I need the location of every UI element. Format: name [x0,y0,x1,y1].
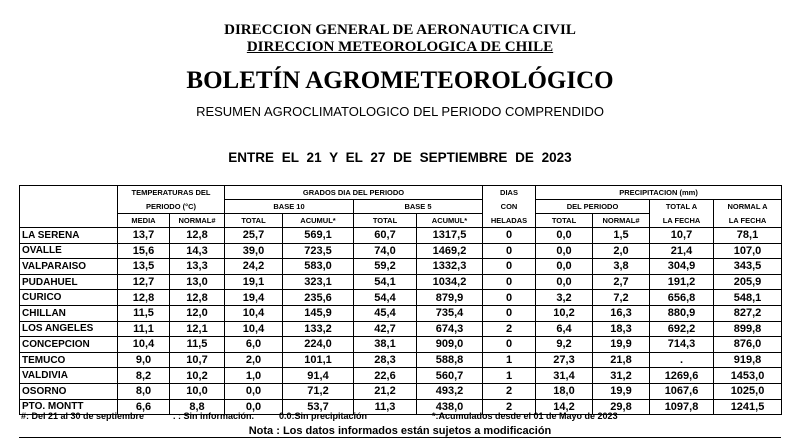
data-cell: 1034,2 [417,274,483,290]
data-cell: 588,8 [417,352,483,368]
data-cell: 28,3 [354,352,417,368]
data-cell: 18,0 [536,383,593,399]
data-cell: 438,0 [417,399,483,415]
data-cell: 2,7 [593,274,650,290]
station-name: CURICO [20,290,118,306]
data-cell: 21,4 [650,243,714,259]
table-row [20,243,782,259]
data-cell: 145,9 [283,305,354,321]
temperature-header: TEMPERATURAS DEL [118,186,225,200]
data-cell: 78,1 [714,228,782,244]
data-cell: 29,8 [593,399,650,415]
data-cell: 54,4 [354,290,417,306]
data-cell: 60,7 [354,228,417,244]
data-cell: 54,1 [354,274,417,290]
data-cell: 1317,5 [417,228,483,244]
data-cell: 11,5 [170,337,225,353]
header-row-1 [20,186,782,200]
data-cell: 31,2 [593,368,650,384]
data-cell: 235,6 [283,290,354,306]
data-cell: 13,3 [170,259,225,275]
table-row [20,290,782,306]
station-name: PUDAHUEL [20,274,118,290]
base5-acumul-header: ACUMUL* [417,214,483,228]
data-cell: 6,4 [536,321,593,337]
footnote-normal-period: #: Del 21 al 30 de septiembre [21,411,145,421]
data-cell: 0 [483,274,536,290]
data-cell: 24,2 [225,259,283,275]
header-row-3 [20,214,782,228]
table-row [20,352,782,368]
data-cell: 569,1 [283,228,354,244]
station-name: LA SERENA [20,228,118,244]
degree-days-header: GRADOS DIA DEL PERIODO [225,186,483,200]
data-cell: 879,9 [417,290,483,306]
total-to-date-header-2: LA FECHA [650,214,714,228]
station-name: PTO. MONTT [20,399,118,415]
data-cell: 1097,8 [650,399,714,415]
data-cell: 101,1 [283,352,354,368]
data-cell: 10,0 [170,383,225,399]
base10-acumul-header: ACUMUL* [283,214,354,228]
department-name: DIRECCION METEOROLOGICA DE CHILE [246,39,554,55]
table-row [20,321,782,337]
data-cell: 12,8 [170,290,225,306]
data-cell: 12,8 [118,290,170,306]
table-row [20,337,782,353]
data-cell: 3,2 [536,290,593,306]
data-cell: 8,2 [118,368,170,384]
period-range: ENTRE EL 21 Y EL 27 DE SEPTIEMBRE DE 2023 [228,150,572,165]
frost-days-header-3: HELADAS [483,214,536,228]
footnote-no-precip: 0.0:Sin precipitación [279,411,368,421]
data-cell: 10,7 [650,228,714,244]
data-cell: 0 [483,305,536,321]
station-name: TEMUCO [20,352,118,368]
data-cell: 1,0 [225,368,283,384]
data-cell: 12,1 [170,321,225,337]
data-cell: 548,1 [714,290,782,306]
table-row [20,368,782,384]
footnote-no-info: . : Sin información. [173,411,255,421]
data-cell: 656,8 [650,290,714,306]
data-cell: 493,2 [417,383,483,399]
data-cell: 1453,0 [714,368,782,384]
data-cell: 6,6 [118,399,170,415]
data-cell: 1241,5 [714,399,782,415]
data-cell: 343,5 [714,259,782,275]
base10-header: BASE 10 [225,200,354,214]
data-cell: 45,4 [354,305,417,321]
station-name: OVALLE [20,243,118,259]
data-cell: 12,0 [170,305,225,321]
data-cell: 12,7 [118,274,170,290]
table-row [20,305,782,321]
total-to-date-header: TOTAL A [650,200,714,214]
data-cell: 10,2 [170,368,225,384]
data-cell: 899,8 [714,321,782,337]
data-cell: 0 [483,228,536,244]
data-cell: 1,5 [593,228,650,244]
data-cell: 2,0 [593,243,650,259]
bottom-rule [19,437,781,438]
precip-total-header: TOTAL [536,214,593,228]
data-cell: 3,8 [593,259,650,275]
station-name: CHILLAN [20,305,118,321]
data-cell: 0,0 [225,399,283,415]
bulletin-title: BOLETÍN AGROMETEOROLÓGICO [186,67,614,94]
data-cell: 13,5 [118,259,170,275]
station-name: CONCEPCION [20,337,118,353]
station-name: OSORNO [20,383,118,399]
normal-to-date-header-2: LA FECHA [714,214,782,228]
table-body [20,228,782,415]
frost-days-header-2: CON [483,200,536,214]
data-cell: 27,3 [536,352,593,368]
data-cell: 39,0 [225,243,283,259]
data-cell: 224,0 [283,337,354,353]
data-cell: 10,7 [170,352,225,368]
media-header: MEDIA [118,214,170,228]
base5-total-header: TOTAL [354,214,417,228]
data-cell: 909,0 [417,337,483,353]
data-cell: 304,9 [650,259,714,275]
data-cell: 7,2 [593,290,650,306]
data-cell: 205,9 [714,274,782,290]
agency-name: DIRECCION GENERAL DE AERONAUTICA CIVIL [224,22,576,38]
data-cell: 91,4 [283,368,354,384]
data-cell: 919,8 [714,352,782,368]
period-precip-header: DEL PERIODO [536,200,650,214]
normal-to-date-header: NORMAL A [714,200,782,214]
station-header-cell [20,200,118,214]
data-cell: 10,4 [118,337,170,353]
data-cell: 21,8 [593,352,650,368]
data-cell: 10,4 [225,321,283,337]
data-cell: 723,5 [283,243,354,259]
data-cell: 19,9 [593,383,650,399]
data-cell: 1469,2 [417,243,483,259]
data-cell: 8,8 [170,399,225,415]
data-cell: 11,1 [118,321,170,337]
precip-normal-header: NORMAL# [593,214,650,228]
data-cell: 14,3 [170,243,225,259]
data-cell: 22,6 [354,368,417,384]
bulletin-subtitle: RESUMEN AGROCLIMATOLOGICO DEL PERIODO COMPRENDIDO [196,104,604,119]
data-cell: 0 [483,243,536,259]
disclaimer-note: Nota : Los datos informados están sujetos a modificación [248,425,552,437]
precipitation-header: PRECIPITACION (mm) [536,186,782,200]
data-cell: 1 [483,352,536,368]
station-name: VALDIVIA [20,368,118,384]
data-cell: 827,2 [714,305,782,321]
frost-days-header-1: DIAS [483,186,536,200]
data-cell: 583,0 [283,259,354,275]
data-cell: 6,0 [225,337,283,353]
data-cell: 0,0 [536,228,593,244]
data-cell: 1 [483,368,536,384]
data-cell: 42,7 [354,321,417,337]
data-cell: 16,3 [593,305,650,321]
data-cell: 12,8 [170,228,225,244]
station-name: LOS ANGELES [20,321,118,337]
data-cell: 1269,6 [650,368,714,384]
data-cell: 0,0 [536,274,593,290]
data-cell: 14,2 [536,399,593,415]
data-cell: 10,4 [225,305,283,321]
base5-header: BASE 5 [354,200,483,214]
data-cell: 15,6 [118,243,170,259]
data-cell: 0,0 [225,383,283,399]
header-row-2 [20,200,782,214]
table-row [20,259,782,275]
data-cell: 323,1 [283,274,354,290]
data-cell: 9,2 [536,337,593,353]
data-cell: 2 [483,383,536,399]
station-header-cell [20,214,118,228]
data-cell: 2,0 [225,352,283,368]
data-cell: 692,2 [650,321,714,337]
data-cell: 53,7 [283,399,354,415]
data-cell: 2 [483,321,536,337]
data-cell: 107,0 [714,243,782,259]
data-cell: 0 [483,337,536,353]
data-cell: 735,4 [417,305,483,321]
data-cell: 38,1 [354,337,417,353]
data-cell: 0 [483,259,536,275]
data-cell: 19,1 [225,274,283,290]
data-cell: 13,0 [170,274,225,290]
data-cell: 0,0 [536,243,593,259]
data-cell: 19,9 [593,337,650,353]
data-cell: 876,0 [714,337,782,353]
data-cell: 10,2 [536,305,593,321]
agro-data-table [19,185,782,415]
data-cell: 191,2 [650,274,714,290]
data-cell: 8,0 [118,383,170,399]
data-cell: 21,2 [354,383,417,399]
base10-total-header: TOTAL [225,214,283,228]
data-cell: 560,7 [417,368,483,384]
data-cell: 9,0 [118,352,170,368]
temperature-period-header: PERIODO (°C) [118,200,225,214]
data-cell: 714,3 [650,337,714,353]
footnote-accumulated: *:Acumulados desde el 01 de Mayo de 2023 [432,411,618,421]
data-cell: 2 [483,399,536,415]
table-row [20,274,782,290]
data-cell: 18,3 [593,321,650,337]
data-cell: 0,0 [536,259,593,275]
data-cell: 1332,3 [417,259,483,275]
data-cell: 59,2 [354,259,417,275]
data-cell: . [650,352,714,368]
data-cell: 19,4 [225,290,283,306]
data-cell: 71,2 [283,383,354,399]
data-cell: 1067,6 [650,383,714,399]
data-cell: 880,9 [650,305,714,321]
data-cell: 25,7 [225,228,283,244]
station-name: VALPARAISO [20,259,118,275]
data-cell: 74,0 [354,243,417,259]
data-cell: 13,7 [118,228,170,244]
data-cell: 1025,0 [714,383,782,399]
data-cell: 11,5 [118,305,170,321]
data-cell: 674,3 [417,321,483,337]
station-header-cell [20,186,118,200]
table-row [20,383,782,399]
data-cell: 0 [483,290,536,306]
data-cell: 31,4 [536,368,593,384]
normal-header: NORMAL# [170,214,225,228]
table-row [20,228,782,244]
data-cell: 133,2 [283,321,354,337]
data-cell: 11,3 [354,399,417,415]
